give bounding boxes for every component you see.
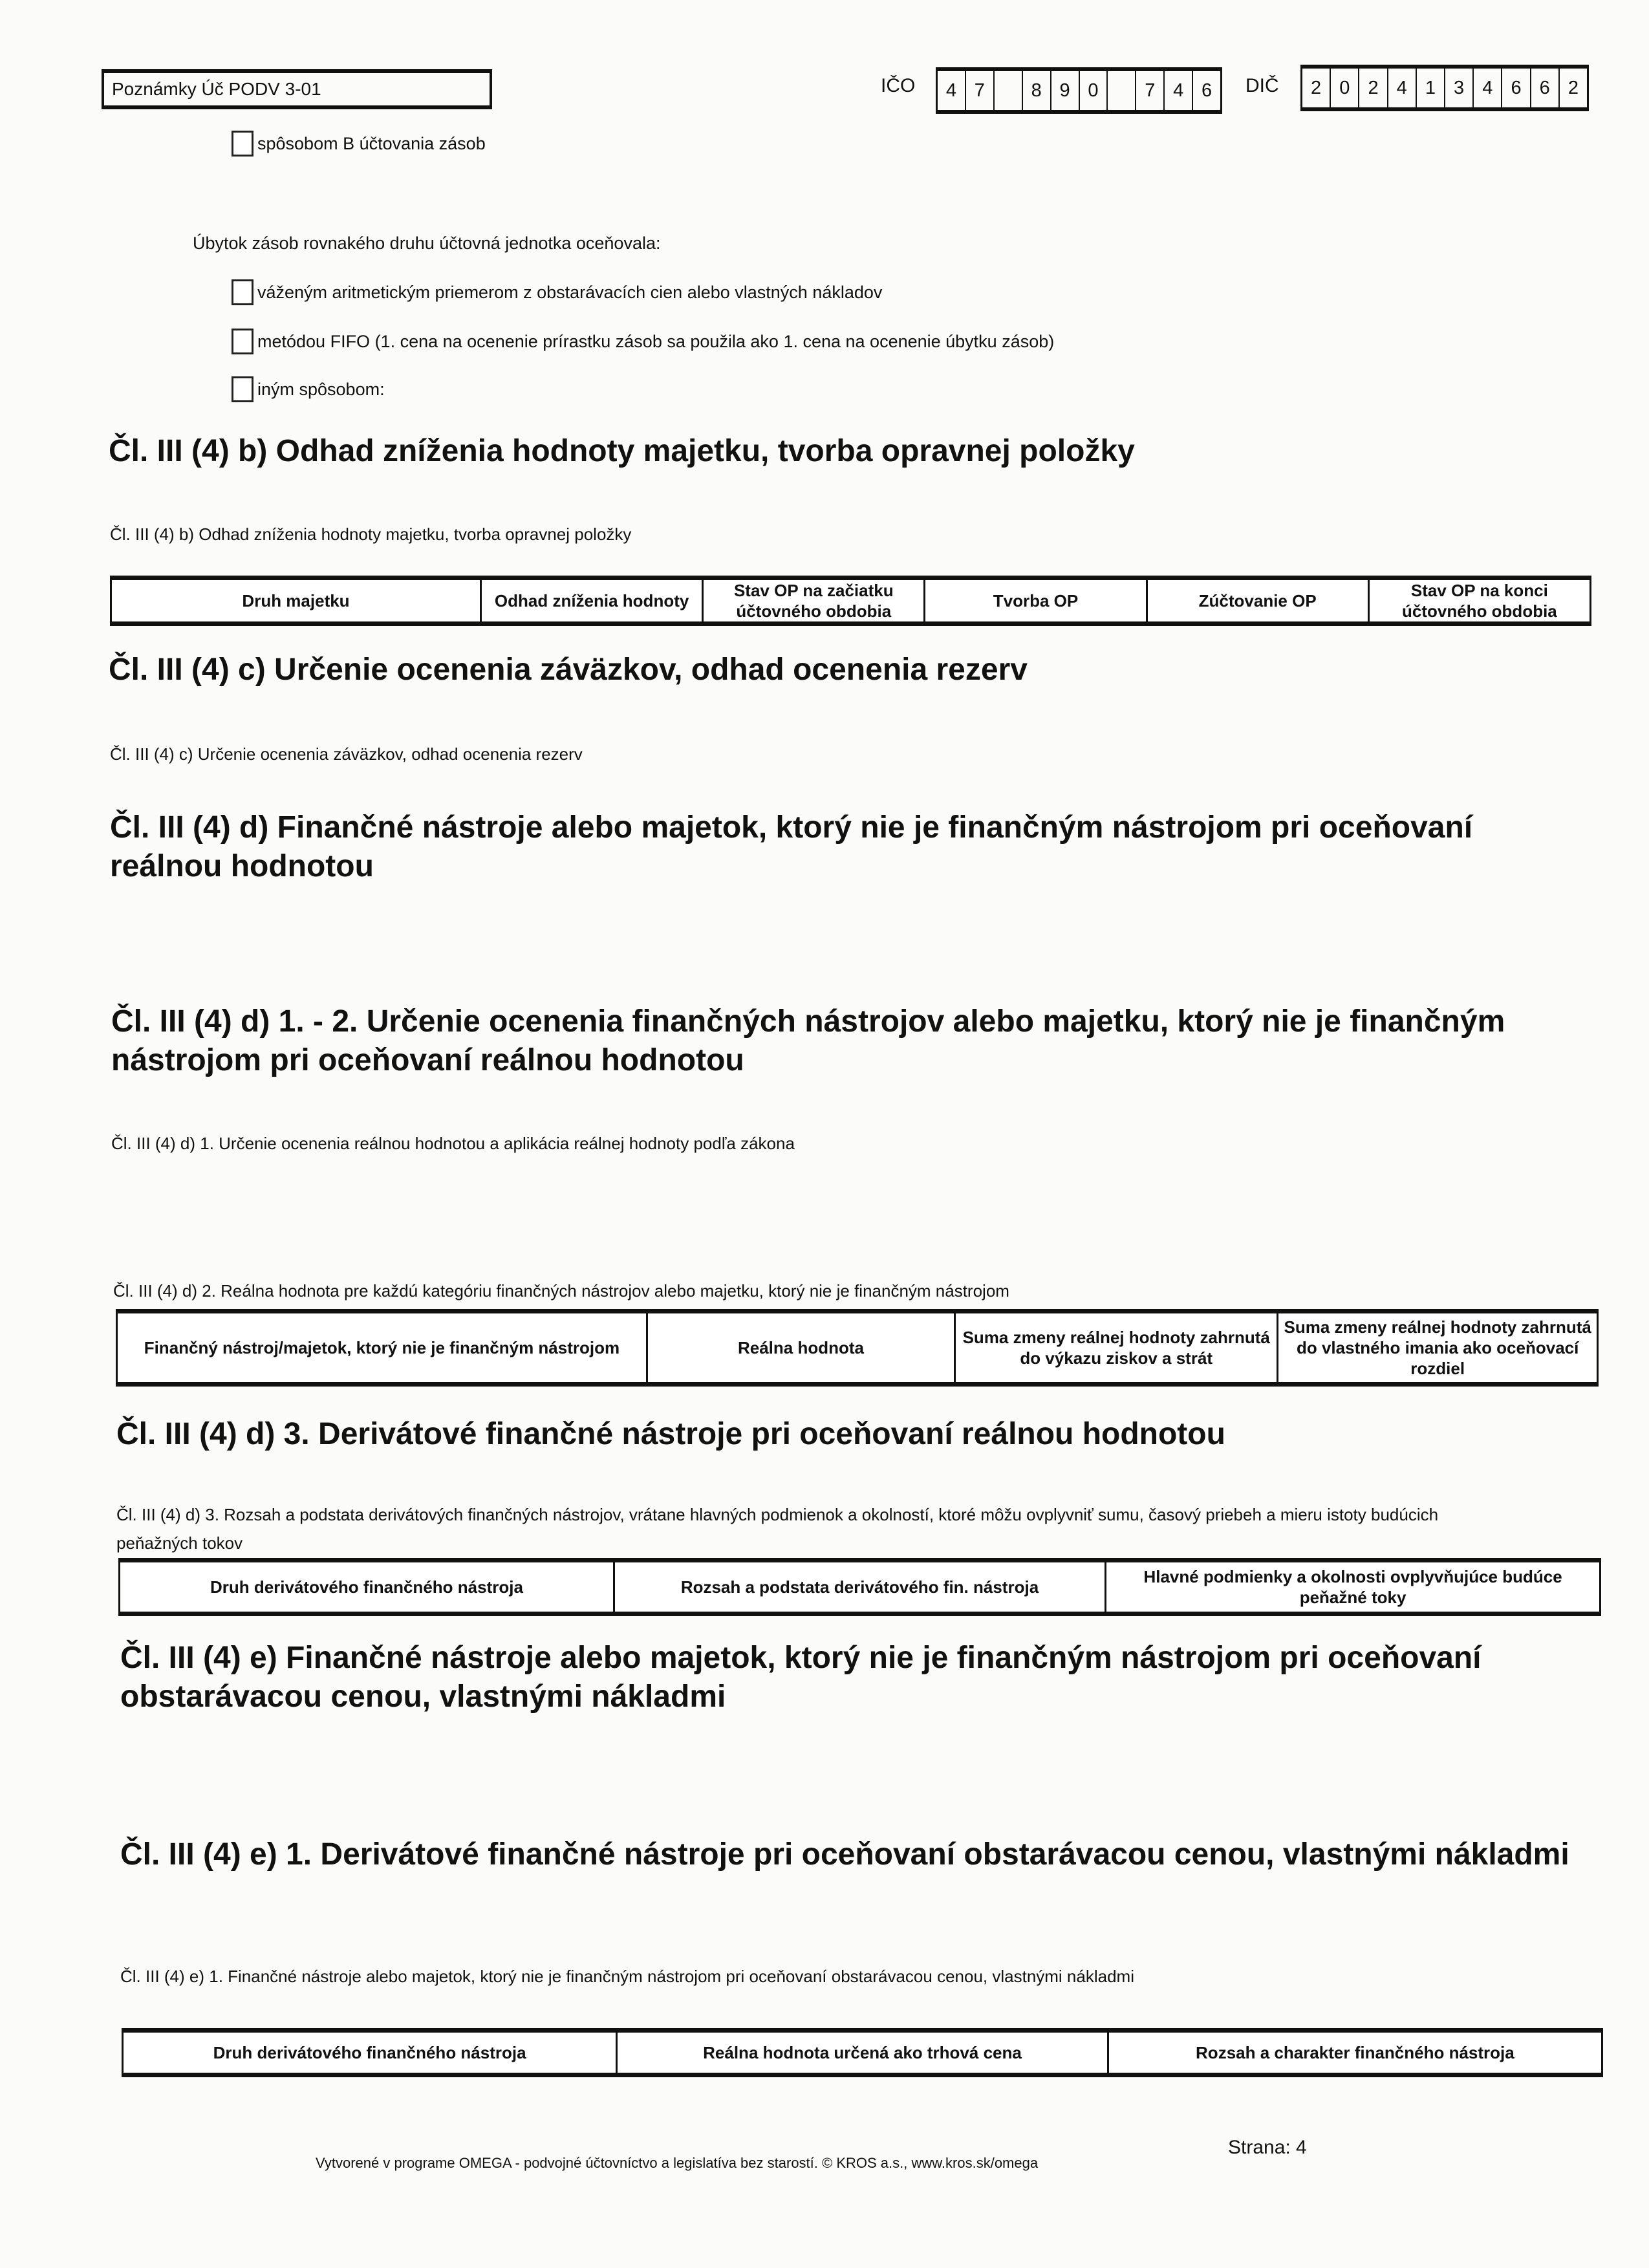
digit-cell: 2 [1359,69,1388,107]
checkbox-label: váženým aritmetickým priemerom z obstarávacích cien alebo vlastných nákladov [257,282,883,302]
dic-label: DIČ [1245,75,1279,96]
column-header: Hlavné podmienky a okolnosti ovplyvňujúce budúce peňažné toky [1106,1561,1600,1614]
ico-label: IČO [881,75,916,96]
column-header: Druh majetku [242,591,350,610]
column-header: Reálna hodnota určená ako trhová cena [617,2031,1108,2075]
form-title-box [102,69,492,109]
digit-cell: 9 [1051,71,1080,110]
digit-cell: 3 [1445,69,1474,107]
checkbox-box[interactable] [232,376,253,402]
checkbox-box[interactable] [232,279,253,305]
subheading-sec-e1: Čl. III (4) e) 1. Finančné nástroje alebo majetok, ktorý nie je finančným nástrojom pri oceňovaní obstarávacou cenou, vlastnými nákladmi [120,1967,1134,1986]
column-header: Suma zmeny reálnej hodnoty zahrnutá do vlastného imania ako oceňovací rozdiel [1278,1312,1598,1385]
digit-cell: 0 [1080,71,1108,110]
ubytok-intro: Úbytok zásob rovnakého druhu účtovná jednotka oceňovala: [193,233,661,253]
subheading-sec-d3: Čl. III (4) d) 3. Rozsah a podstata derivátových finančných nástrojov, vrátane hlavných podmienok a okolností, ktoré môžu ovplyvniť sumu, časový priebeh a mieru istoty budúcich peňažných tokov [116,1505,1439,1553]
subheading-sec-c: Čl. III (4) c) Určenie ocenenia záväzkov, odhad ocenenia rezerv [110,744,583,764]
column-header: Odhad zníženia hodnoty [481,578,703,624]
digit-cell: 7 [1136,71,1165,110]
column-header: Rozsah a podstata derivátového fin. nástroja [614,1561,1105,1614]
table-sec-d2 [116,1309,1599,1387]
checkbox-box[interactable] [232,329,253,354]
table-sec-e1 [122,2028,1603,2077]
heading-sec-d3: Čl. III (4) d) 3. Derivátové finančné nástroje pri oceňovaní reálnou hodnotou [116,1417,1225,1451]
heading-sec-b: Čl. III (4) b) Odhad zníženia hodnoty majetku, tvorba opravnej položky [109,434,1135,468]
dic-field[interactable] [1300,65,1589,111]
table-sec-d3 [118,1558,1601,1616]
checkbox-iny-sposob[interactable] [232,376,385,402]
heading-sec-c: Čl. III (4) c) Určenie ocenenia záväzkov, odhad ocenenia rezerv [109,653,1028,687]
digit-cell: 7 [966,71,995,110]
subheading-sec-b: Čl. III (4) b) Odhad zníženia hodnoty majetku, tvorba opravnej položky [110,524,632,544]
column-header: Stav OP na konci účtovného obdobia [1368,578,1590,624]
digit-cell [1108,71,1136,110]
ico-field[interactable] [936,67,1222,114]
subheading-sec-d2: Čl. III (4) d) 2. Reálna hodnota pre každú kategóriu finančných nástrojov alebo majetku, ktorý nie je finančným nástrojom [113,1281,1009,1301]
digit-cell: 2 [1568,77,1579,98]
column-header: Zúčtovanie OP [1147,578,1368,624]
column-header: Rozsah a charakter finančného nástroja [1108,2031,1602,2075]
digit-cell: 0 [1331,69,1359,107]
checkbox-fifo[interactable] [232,329,1054,354]
checkbox-vazeny-priemer[interactable] [232,279,882,305]
column-header: Stav OP na začiatku účtovného obdobia [703,578,925,624]
checkbox-label: iným spôsobom: [257,379,385,399]
column-header: Reálna hodnota [647,1312,954,1385]
digit-cell: 4 [1388,69,1417,107]
column-header: Tvorba OP [925,578,1147,624]
digit-cell: 6 [1202,80,1212,101]
heading-sec-e1: Čl. III (4) e) 1. Derivátové finančné nástroje pri oceňovaní obstarávacou cenou, vlastnými nákladmi [120,1837,1569,1872]
page-number: Strana: 4 [1228,2137,1307,2158]
checkbox-box[interactable] [232,131,253,157]
subheading-sec-d1: Čl. III (4) d) 1. Určenie ocenenia reálnou hodnotou a aplikácia reálnej hodnoty podľa zákona [111,1134,795,1153]
column-header: Finančný nástroj/majetok, ktorý nie je finančným nástrojom [144,1338,620,1357]
column-header: Druh derivátového finančného nástroja [213,2043,526,2062]
checkbox-label: metódou FIFO (1. cena na ocenenie prírastku zásob sa použila ako 1. cena na ocenenie úbytku zásob) [257,331,1055,351]
digit-cell: 1 [1417,69,1445,107]
digit-cell: 6 [1531,69,1560,107]
digit-cell: 6 [1502,69,1531,107]
digit-cell: 4 [938,71,966,110]
checkbox-sposob-b[interactable] [232,131,486,157]
column-header: Suma zmeny reálnej hodnoty zahrnutá do výkazu ziskov a strát [955,1312,1278,1385]
footer-text: Vytvorené v programe OMEGA - podvojné účtovníctvo a legislatíva bez starostí. © KROS a.s., www.kros.sk/omega [316,2155,1039,2171]
heading-sec-e: Čl. III (4) e) Finančné nástroje alebo majetok, ktorý nie je finančným nástrojom pri oceňovaní obstarávacou cenou, vlastnými nákladmi [120,1641,1482,1714]
digit-cell: 4 [1165,71,1193,110]
column-header: Druh derivátového finančného nástroja [210,1577,523,1597]
digit-cell: 2 [1302,69,1331,107]
digit-cell [995,71,1023,110]
digit-cell: 4 [1474,69,1502,107]
heading-sec-d12: Čl. III (4) d) 1. - 2. Určenie ocenenia finančných nástrojov alebo majetku, ktorý nie je finančným nástrojom pri oceňovaní reálnou hodnotou [111,1004,1505,1077]
digit-cell: 8 [1023,71,1051,110]
table-sec-b [110,576,1591,626]
checkbox-label: spôsobom B účtovania zásob [257,133,486,153]
heading-sec-d: Čl. III (4) d) Finančné nástroje alebo majetok, ktorý nie je finančným nástrojom pri oceňovaní reálnou hodnotou [110,810,1473,883]
form-title: Poznámky Úč PODV 3-01 [112,79,321,99]
